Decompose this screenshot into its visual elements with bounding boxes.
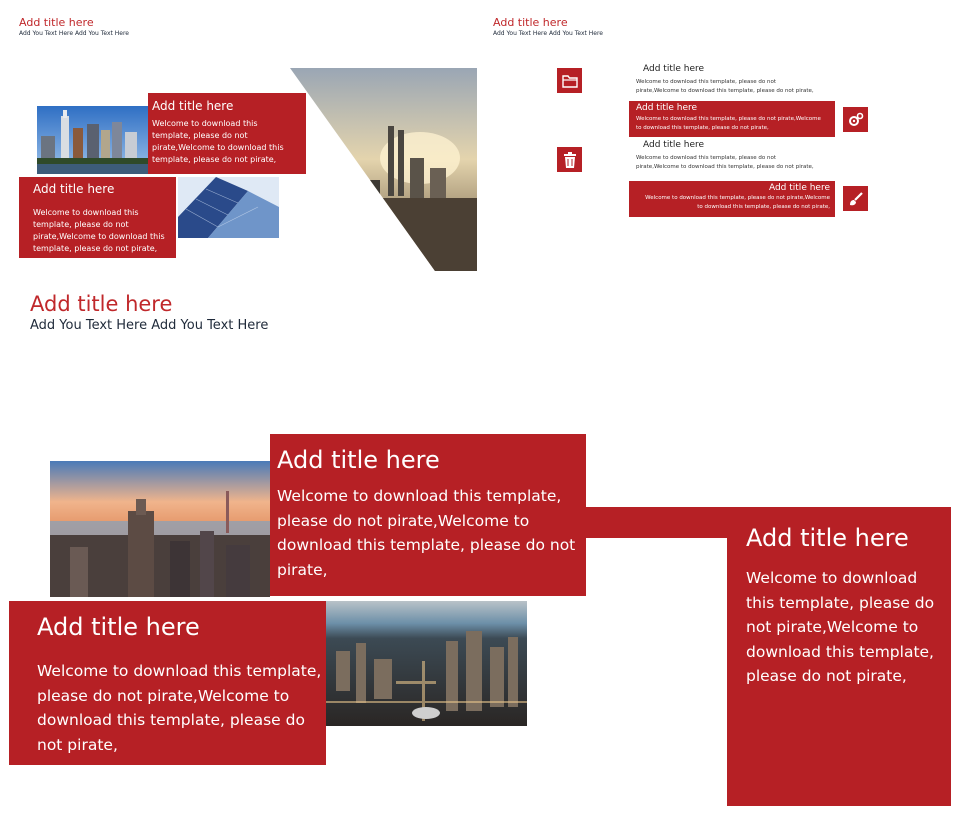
slide3-box-right xyxy=(727,507,951,806)
slide2-row3-title: Add title here xyxy=(643,140,705,150)
slide1-box-top xyxy=(148,93,306,174)
folder-icon[interactable] xyxy=(557,68,582,93)
slide2-row1-title: Add title here xyxy=(643,64,705,74)
slide2-row2-highlight xyxy=(629,101,835,137)
slide2-row2-title: Add title here xyxy=(636,103,698,113)
slide3-box-right-title: Add title here xyxy=(746,524,909,552)
slide3-box-top xyxy=(270,434,586,596)
slide3-subtitle: Add You Text Here Add You Text Here xyxy=(30,318,269,333)
gears-icon[interactable] xyxy=(843,107,868,132)
slide3-box-right-body: Welcome to download this template, please do not pirate,Welcome to download this template, please do not pirate, xyxy=(746,569,935,685)
slide1-title: Add title here xyxy=(19,16,94,29)
slide2-row2-body: Welcome to download this template, please do not pirate,Welcome to download this template, please do not pirate, xyxy=(636,116,821,131)
slide1-box-bottom xyxy=(19,177,176,258)
slide1-subtitle: Add You Text Here Add You Text Here xyxy=(19,30,129,37)
slide2-row4-highlight xyxy=(629,181,835,217)
glass-building-photo xyxy=(178,177,279,238)
slide3-box-left-body: Welcome to download this template, please do not pirate,Welcome to download this template, please do not pirate, xyxy=(37,662,322,754)
slide1-box-bottom-body: Welcome to download this template, please do not pirate,Welcome to download this template, please do not pirate, xyxy=(33,208,165,253)
slide2-subtitle: Add You Text Here Add You Text Here xyxy=(493,30,603,37)
city-skyline-photo xyxy=(37,106,148,174)
connector-bar xyxy=(586,507,728,538)
sunrise-city-photo xyxy=(290,68,477,271)
slide1-box-bottom-title: Add title here xyxy=(33,182,115,196)
slide3-box-top-body: Welcome to download this template, please do not pirate,Welcome to download this template, please do not pirate, xyxy=(277,487,576,579)
trash-icon[interactable] xyxy=(557,147,582,172)
slide1-box-top-body: Welcome to download this template, please do not pirate,Welcome to download this template, please do not pirate, xyxy=(152,119,284,164)
sunset-city-photo xyxy=(50,461,270,597)
slide2-row3-body: Welcome to download this template, please do not pirate,Welcome to download this template, please do not pirate, xyxy=(636,155,814,170)
slide3-box-left xyxy=(9,601,326,765)
slide2-row4-body: Welcome to download this template, please do not pirate,Welcome to download this template, please do not pirate, xyxy=(645,195,830,210)
slide3-box-top-title: Add title here xyxy=(277,446,440,474)
aerial-city-photo xyxy=(326,601,527,726)
slide2-row1-body: Welcome to download this template, please do not pirate,Welcome to download this template, please do not pirate, xyxy=(636,79,814,94)
slide1-box-top-title: Add title here xyxy=(152,99,234,113)
slide2-row4-title: Add title here xyxy=(768,183,830,193)
slide3-box-left-title: Add title here xyxy=(37,613,200,641)
slide3-title: Add title here xyxy=(30,292,173,316)
slide2-title: Add title here xyxy=(493,16,568,29)
brush-icon[interactable] xyxy=(843,186,868,211)
